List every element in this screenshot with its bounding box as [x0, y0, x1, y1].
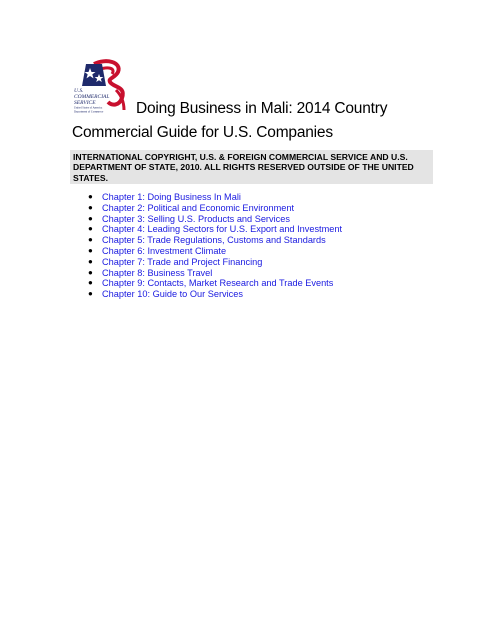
- chapter-link-4[interactable]: Chapter 4: Leading Sectors for U.S. Export and Investment: [102, 224, 343, 235]
- bullet-icon: ●: [88, 192, 93, 201]
- bullet-icon: ●: [88, 256, 93, 266]
- chapter-link-1[interactable]: Chapter 1: Doing Business In Mali: [102, 192, 241, 202]
- chapter-link-2[interactable]: Chapter 2: Political and Economic Environment: [102, 202, 295, 213]
- bullet-icon: ●: [88, 202, 93, 212]
- logo-text-usa: United States of America: [74, 106, 103, 110]
- logo-text-doc: Department of Commerce: [74, 110, 104, 114]
- logo-text-us: U.S.: [74, 88, 84, 94]
- bullet-icon: ●: [88, 289, 93, 299]
- chapter-link-10[interactable]: Chapter 10: Guide to Our Services: [102, 289, 243, 300]
- page-title-line2: Commercial Guide for U.S. Companies: [72, 124, 333, 141]
- bullet-icon: ●: [88, 245, 93, 255]
- chapter-link-7[interactable]: Chapter 7: Trade and Project Financing: [102, 256, 263, 267]
- bullet-icon: ●: [88, 235, 93, 245]
- page-title-line1: Doing Business in Mali: 2014 Country: [136, 100, 388, 117]
- chapter-link-9[interactable]: Chapter 9: Contacts, Market Research and Trade Events: [102, 278, 334, 289]
- logo-text-service: SERVICE: [74, 100, 96, 106]
- logo-text-commercial: COMMERCIAL: [74, 94, 110, 100]
- chapter-link-6[interactable]: Chapter 6: Investment Climate: [102, 245, 227, 256]
- logo-graphic: [72, 56, 132, 116]
- chapter-link-3[interactable]: Chapter 3: Selling U.S. Products and Services: [102, 213, 290, 224]
- chapter-link-5[interactable]: Chapter 5: Trade Regulations, Customs and Standards: [102, 235, 326, 246]
- bullet-icon: ●: [88, 278, 93, 288]
- chapter-link-8[interactable]: Chapter 8: Business Travel: [102, 267, 213, 278]
- bullet-icon: ●: [88, 213, 93, 223]
- bullet-icon: ●: [88, 224, 93, 234]
- bullet-icon: ●: [88, 267, 93, 277]
- copyright-notice: INTERNATIONAL COPYRIGHT, U.S. & FOREIGN COMMERCIAL SERVICE AND U.S. DEPARTMENT OF STATE, 2010. ALL RIGHTS RESERVED OUTSIDE OF THE UNITED STATES.: [70, 150, 433, 184]
- us-commercial-service-logo: [72, 56, 132, 116]
